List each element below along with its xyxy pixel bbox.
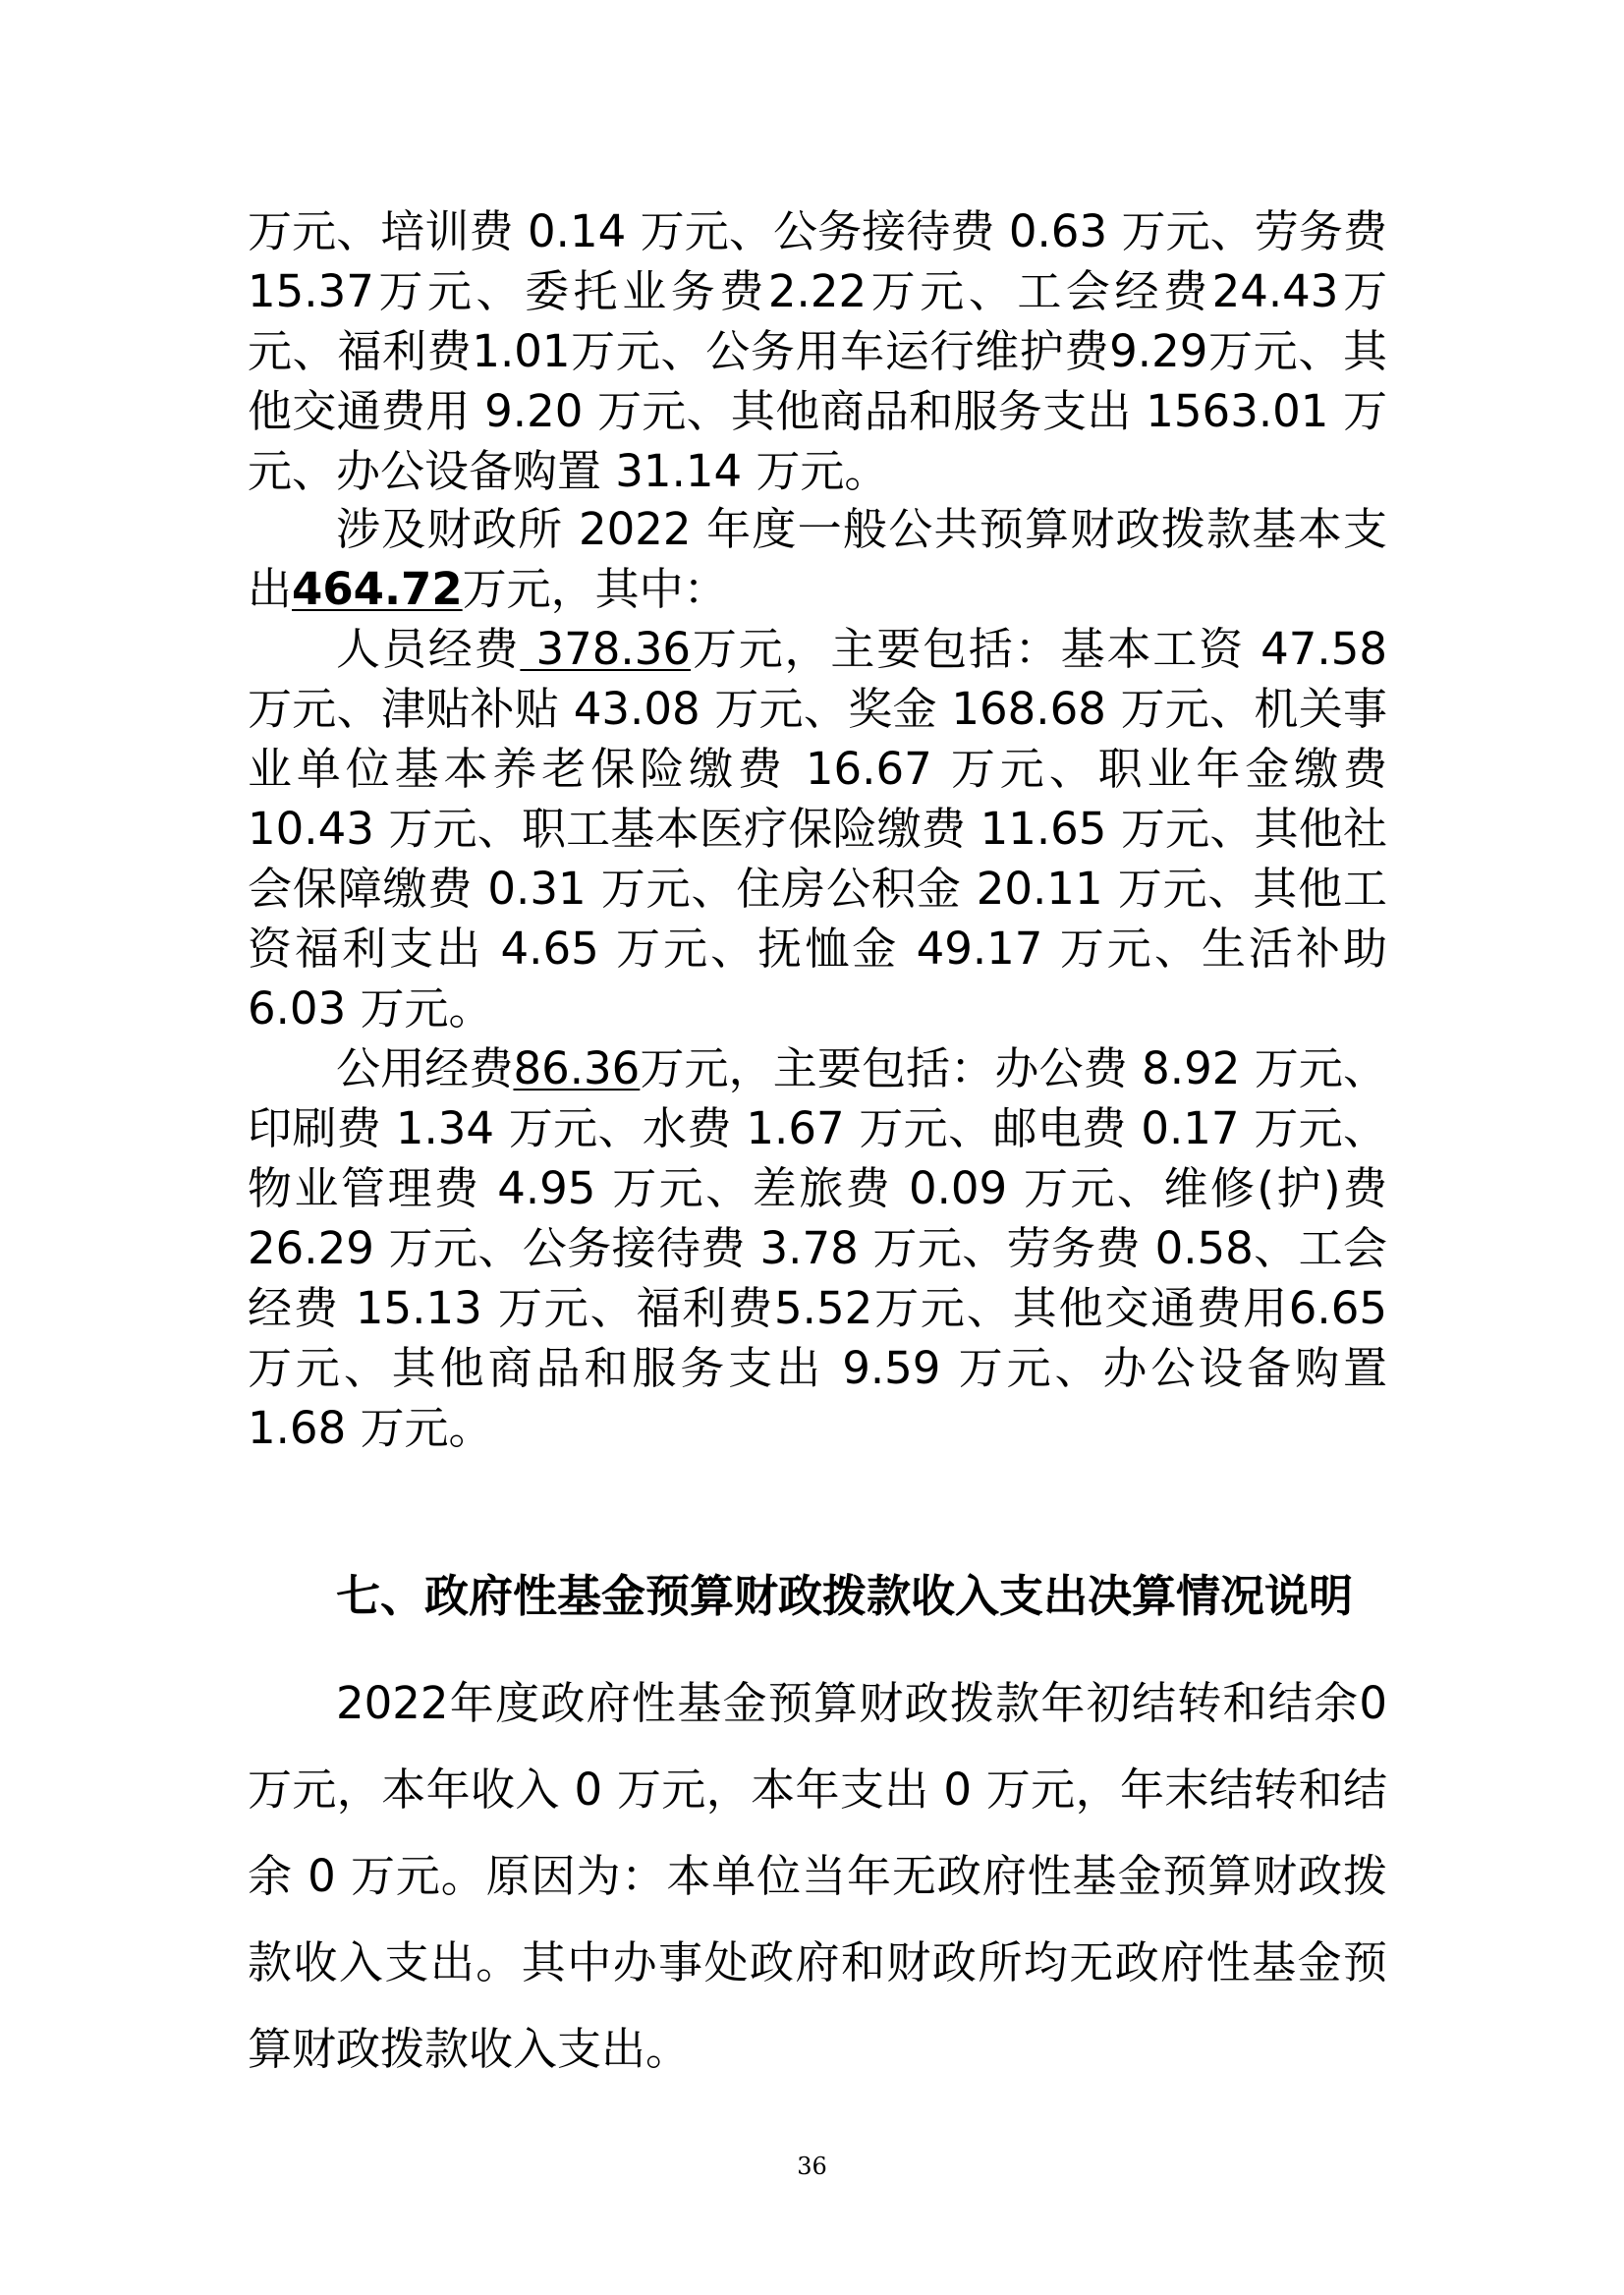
continuation-paragraph [248, 201, 1387, 501]
continuation-text: 万元、培训费 0.14 万元、公务接待费 0.63 万元、劳务费 15.37万元、委托业务费2.22万元、工会经费24.43万元、福利费1.01万元、公务用车运行维护费9.29万元、其他交通费用 9.20 万元、其他商品和服务支出 1563.01 万元、办公设备购置 31.14 万元。 [248, 205, 1387, 497]
page-number: 36 [797, 2153, 827, 2180]
finance-office-intro [248, 499, 1387, 619]
personnel-label: 人员经费 [336, 623, 521, 675]
public-amount: 86.36 [513, 1042, 641, 1094]
intro-suffix: 万元，其中： [462, 563, 728, 615]
personnel-expenses-paragraph [248, 619, 1387, 1038]
public-details: 万元，主要包括：办公费 8.92 万元、印刷费 1.34 万元、水费 1.67 万元、邮电费 0.17 万元、物业管理费 4.95 万元、差旅费 0.09 万元、维修(护)费 26.29 万元、公务接待费 3.78 万元、劳务费 0.58、工会经费 15.13 万元、福利费5.52万元、其他交通费用6.65万元、其他商品和服务支出 9.59 万元、办公设备购置 1.68 万元。 [248, 1042, 1387, 1454]
section-7-body [248, 1660, 1387, 2093]
personnel-details: 万元，主要包括：基本工资 47.58 万元、津贴补贴 43.08 万元、奖金 168.68 万元、机关事业单位基本养老保险缴费 16.67 万元、职业年金缴费 10.43 万元、职工基本医疗保险缴费 11.65 万元、其他社会保障缴费 0.31 万元、住房公积金 20.11 万元、其他工资福利支出 4.65 万元、抚恤金 49.17 万元、生活补助 6.03 万元。 [248, 623, 1387, 1035]
intro-text: 涉及财政所 2022 年度一般公共预算财政拨款基本支出 [248, 503, 1387, 615]
finance-office-section [248, 499, 1387, 1458]
section-7-paragraph: 2022年度政府性基金预算财政拨款年初结转和结余0万元，本年收入 0 万元，本年支出 0 万元，年末结转和结余 0 万元。原因为：本单位当年无政府性基金预算财政拨款收入支出。其中办事处政府和财政所均无政府性基金预算财政拨款收入支出。 [248, 1677, 1387, 2075]
section-7-heading: 七、政府性基金预算财政拨款收入支出决算情况说明 [336, 1570, 1354, 1622]
public-label: 公用经费 [336, 1042, 514, 1094]
public-expenses-paragraph [248, 1038, 1387, 1458]
personnel-amount: 378.36 [520, 623, 691, 675]
basic-expenditure-total: 464.72 [292, 563, 463, 615]
